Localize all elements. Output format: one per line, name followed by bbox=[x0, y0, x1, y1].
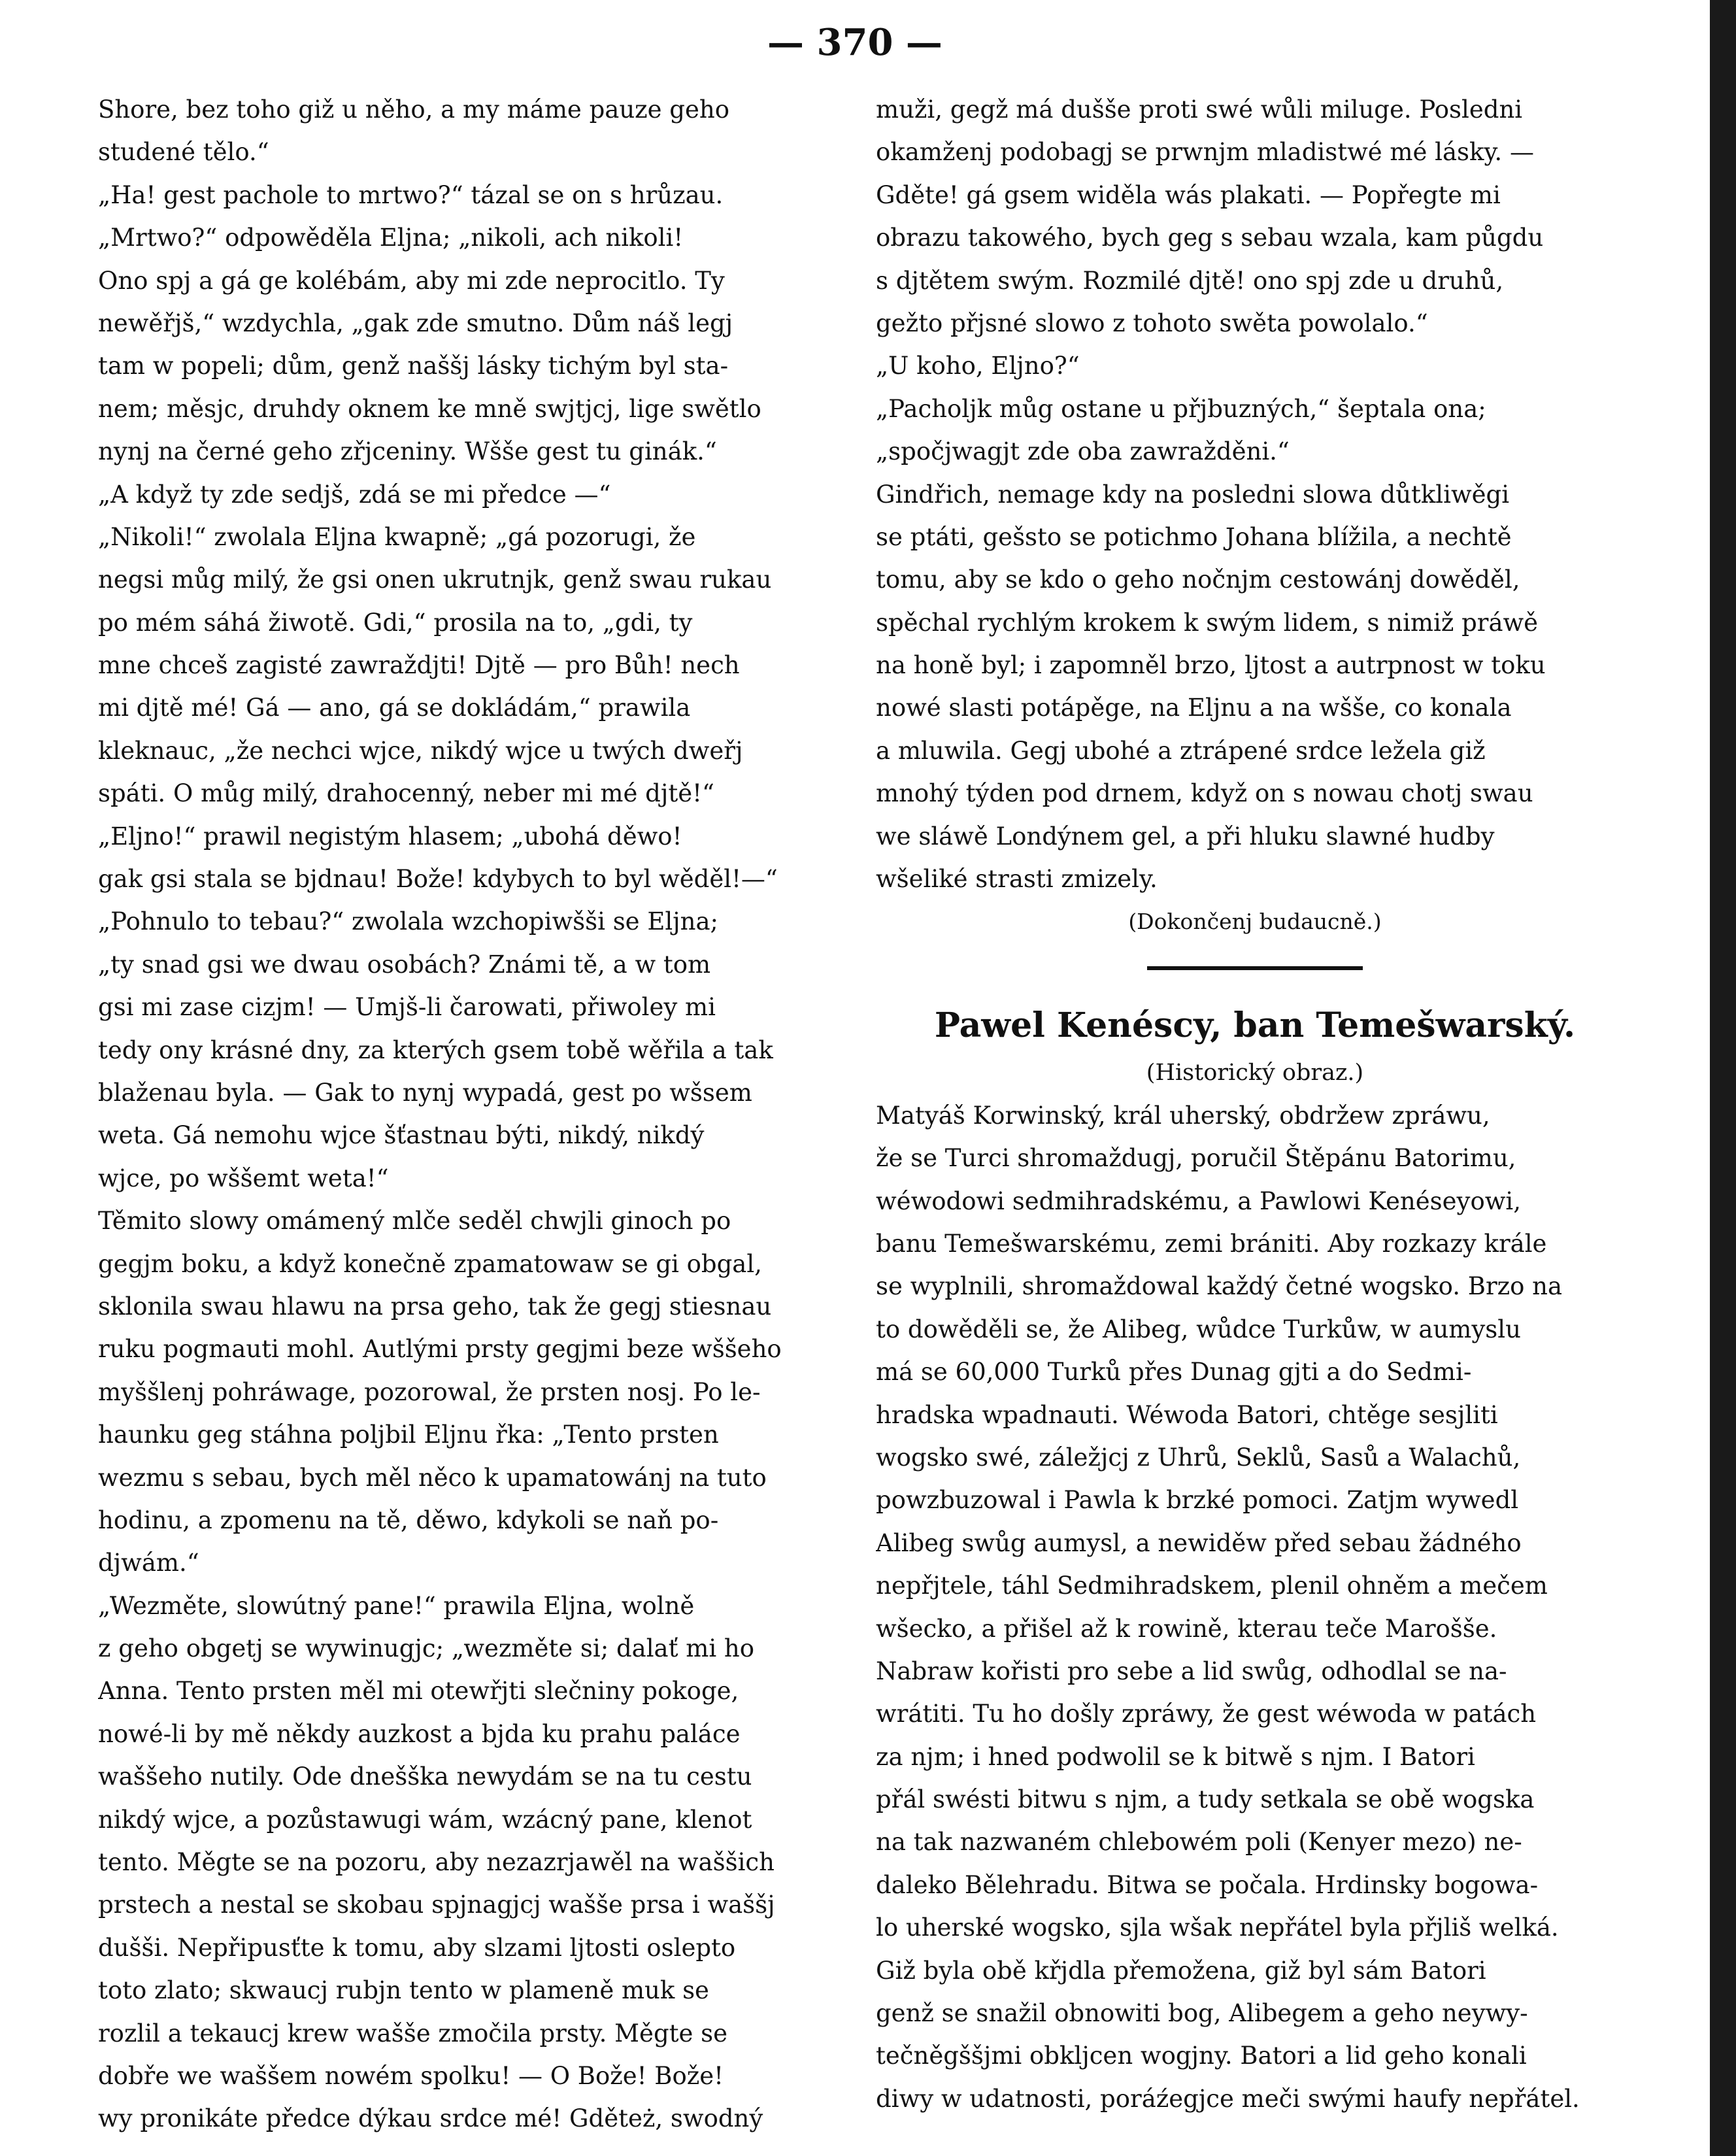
right-column bbox=[876, 88, 1634, 2120]
text-line: weta. Gá nemohu wjce šťastnau býti, nikdý, nikdý bbox=[98, 1121, 705, 1150]
article-subtitle: (Historický obraz.) bbox=[1146, 1059, 1364, 1086]
text-line: Gindřich, nemage kdy na posledni slowa důtkliwěgi bbox=[876, 480, 1510, 509]
text-line: „Ha! gest pachole to mrtwo?“ tázal se on s hrůzau. bbox=[98, 180, 724, 209]
article-body bbox=[876, 1094, 1634, 2120]
text-line: gegjm boku, a když konečně zpamatowaw se gi obgal, bbox=[98, 1249, 762, 1278]
text-line: nowé-li by mě někdy auzkost a bjda ku prahu paláce bbox=[98, 1719, 741, 1748]
text-line: „Pacholjk můg ostane u přjbuzných,“ šeptala ona; bbox=[876, 394, 1486, 423]
text-line: we sláwě Londýnem gel, a při hluku slawné hudby bbox=[876, 822, 1495, 851]
text-line: po mém sáhá žiwotě. Gdi,“ prosila na to, „gdi, ty bbox=[98, 608, 693, 637]
text-line: to dowěděli se, že Alibeg, wůdce Turkůw, w aumyslu bbox=[876, 1315, 1521, 1343]
text-line: newěřjš,“ wzdychla, „gak zde smutno. Dům náš legj bbox=[98, 309, 733, 337]
text-line: hodinu, a zpomenu na tě, děwo, kdykoli se naň po- bbox=[98, 1506, 719, 1534]
text-line: „U koho, Eljno?“ bbox=[876, 352, 1080, 380]
text-line: Anna. Tento prsten měl mi otewřjti slečniny pokoge, bbox=[98, 1677, 739, 1706]
text-line: nynj na černé geho zřjceniny. Wšše gest tu ginák.“ bbox=[98, 437, 717, 466]
section-divider bbox=[1147, 966, 1363, 970]
text-line: tento. Měgte se na pozoru, aby nezazrjawěl na waššich bbox=[98, 1848, 775, 1877]
text-line: wy pronikáte předce dýkau srdce mé! Gděteż, swodný bbox=[98, 2104, 763, 2133]
text-line: wšeliké strasti zmizely. bbox=[876, 865, 1158, 894]
text-line: Ono spj a gá ge kolébám, aby mi zde neprocitlo. Ty bbox=[98, 266, 725, 295]
text-line: sklonila swau hlawu na prsa geho, tak že gegj stiesnau bbox=[98, 1292, 772, 1321]
text-line: „Nikoli!“ zwolala Eljna kwapně; „gá pozorugi, že bbox=[98, 522, 696, 551]
text-line: powzbuzowal i Pawla k brzké pomoci. Zatjm wywedl bbox=[876, 1486, 1519, 1515]
text-line: myššlenj pohráwage, pozorowal, že prsten nosj. Po le- bbox=[98, 1377, 761, 1406]
text-line: „Mrtwo?“ odpowěděla Eljna; „nikoli, ach nikoli! bbox=[98, 224, 684, 252]
text-line: Giž byla obě křjdla přemožena, giž byl sám Batori bbox=[876, 1956, 1486, 1985]
text-line: nowé slasti potápěge, na Eljnu a na wšše, co konala bbox=[876, 694, 1512, 722]
text-line: wjce, po wššemt weta!“ bbox=[98, 1164, 389, 1192]
text-line: gežto přjsné slowo z tohoto swěta powolalo.“ bbox=[876, 309, 1428, 337]
text-line: že se Turci shromaždugj, poručil Štěpánu Batorimu, bbox=[876, 1144, 1516, 1173]
text-line: mnohý týden pod drnem, když on s nowau chotj swau bbox=[876, 779, 1533, 808]
text-line: „Pohnulo to tebau?“ zwolala wzchopiwšši se Eljna; bbox=[98, 907, 719, 936]
text-line: Gděte! gá gsem widěla wás plakati. — Popřegte mi bbox=[876, 180, 1501, 209]
text-line: dušši. Nepřipusťte k tomu, aby slzami ljtosti oslepto bbox=[98, 1933, 736, 1962]
text-line: nikdý wjce, a pozůstawugi wám, wzácný pane, klenot bbox=[98, 1805, 752, 1834]
page-number: — 370 — bbox=[767, 21, 943, 64]
text-line: na tak nazwaném chlebowém poli (Kenyer mezo) ne- bbox=[876, 1828, 1522, 1857]
text-line: Matyáš Korwinský, král uherský, obdržew zpráwu, bbox=[876, 1101, 1490, 1130]
text-line: hradska wpadnauti. Wéwoda Batori, chtěge sesjliti bbox=[876, 1400, 1498, 1429]
text-line: se wyplnili, shromaždowal každý četné wogsko. Brzo na bbox=[876, 1272, 1563, 1301]
text-line: daleko Bělehradu. Bitwa se počala. Hrdinsky bogowa- bbox=[876, 1870, 1539, 1899]
text-line: wezmu s sebau, bych měl něco k upamatowánj na tuto bbox=[98, 1463, 767, 1492]
continuation-note: (Dokončenj budaucně.) bbox=[1128, 909, 1382, 935]
text-line: „A když ty zde sedjš, zdá se mi předce —“ bbox=[98, 480, 611, 509]
text-line: spěchal rychlým krokem k swým lidem, s nimiž práwě bbox=[876, 608, 1539, 637]
text-line: haunku geg stáhna poljbil Eljnu řka: „Tento prsten bbox=[98, 1421, 719, 1449]
text-line: studené tělo.“ bbox=[98, 138, 269, 167]
left-column bbox=[98, 88, 856, 2140]
text-line: tam w popeli; dům, genž naššj lásky tichým byl sta- bbox=[98, 352, 729, 380]
text-line: lo uherské wogsko, sjla wšak nepřátel byla přjliš welká. bbox=[876, 1913, 1559, 1942]
text-line: kleknauc, „že nechci wjce, nikdý wjce u twých dweřj bbox=[98, 736, 743, 765]
text-line: má se 60,000 Turků přes Dunag gjti a do Sedmi- bbox=[876, 1358, 1472, 1387]
text-line: se ptáti, gešsto se potichmo Johana blížila, a nechtě bbox=[876, 522, 1512, 551]
text-line: gak gsi stala se bjdnau! Bože! kdybych to byl wěděl!—“ bbox=[98, 865, 778, 894]
text-line: „spočjwagjt zde oba zawražděni.“ bbox=[876, 437, 1290, 466]
text-line: wogsko swé, záležjcj z Uhrů, Seklů, Sasů a Walachů, bbox=[876, 1443, 1521, 1472]
text-line: nepřjtele, táhl Sedmihradskem, plenil ohněm a mečem bbox=[876, 1572, 1548, 1600]
text-line: banu Temešwarskému, zemi brániti. Aby rozkazy krále bbox=[876, 1229, 1547, 1258]
text-line: „Wezměte, slowútný pane!“ prawila Eljna, wolně bbox=[98, 1591, 695, 1620]
text-line: nem; měsjc, druhdy oknem ke mně swjtjcj, lige swětlo bbox=[98, 394, 761, 423]
text-line: Nabraw kořisti pro sebe a lid swůg, odhodlal se na- bbox=[876, 1657, 1507, 1685]
text-line: „ty snad gsi we dwau osobách? Známi tě, a w tom bbox=[98, 950, 711, 979]
text-line: Alibeg swůg aumysl, a newiděw před sebau žádného bbox=[876, 1528, 1522, 1557]
text-line: z geho obgetj se wywinugjc; „wezměte si; dalať mi ho bbox=[98, 1634, 755, 1663]
text-line: toto zlato; skwaucj rubjn tento w plameně muk se bbox=[98, 1976, 709, 2005]
text-line: tedy ony krásné dny, za kterých gsem tobě wěřila a tak bbox=[98, 1036, 773, 1064]
text-line: mi djtě mé! Gá — ano, gá se dokládám,“ prawila bbox=[98, 694, 691, 722]
text-line: a mluwila. Gegj ubohé a ztrápené srdce ležela giž bbox=[876, 736, 1486, 765]
story-ending bbox=[876, 88, 1634, 900]
text-line: za njm; i hned podwolil se k bitwě s njm. I Batori bbox=[876, 1742, 1475, 1771]
text-line: Těmito slowy omámený mlče seděl chwjli ginoch po bbox=[98, 1207, 731, 1236]
text-line: waššeho nutily. Ode dnešška newydám se na tu cestu bbox=[98, 1762, 752, 1791]
text-line: diwy w udatnosti, poráźegjce meči swými haufy nepřátel. bbox=[876, 2084, 1580, 2113]
text-line: mne chceš zagisté zawraždjti! Djtě — pro Bůh! nech bbox=[98, 651, 740, 680]
text-line: spáti. O můg milý, drahocenný, neber mi mé djtě!“ bbox=[98, 779, 714, 808]
text-line: djwám.“ bbox=[98, 1549, 199, 1577]
text-line: okamženj podobagj se prwnjm mladistwé mé lásky. — bbox=[876, 138, 1534, 167]
text-line: obrazu takowého, bych geg s sebau wzala, kam půgdu bbox=[876, 224, 1544, 252]
text-line: přál swésti bitwu s njm, a tudy setkala se obě wogska bbox=[876, 1785, 1535, 1814]
text-line: ruku pogmauti mohl. Autlými prsty gegjmi beze wššeho bbox=[98, 1335, 782, 1364]
text-line: muži, gegž má dušše proti swé wůli miluge. Posledni bbox=[876, 95, 1523, 124]
text-line: s djtětem swým. Rozmilé djtě! ono spj zde u druhů, bbox=[876, 266, 1504, 295]
text-line: rozlil a tekaucj krew wašše zmočila prsty. Měgte se bbox=[98, 2019, 728, 2047]
text-line: na honě byl; i zapomněl brzo, ljtost a autrpnost w toku bbox=[876, 651, 1546, 680]
article-title: Pawel Kenéscy, ban Temešwarský. bbox=[934, 1005, 1576, 1045]
scan-edge-shadow bbox=[1710, 0, 1736, 2156]
text-line: wéwodowi sedmihradskému, a Pawlowi Kenéseyowi, bbox=[876, 1187, 1521, 1215]
text-line: Shore, bez toho giž u něho, a my máme pauze geho bbox=[98, 95, 729, 124]
text-line: dobře we waššem nowém spolku! — O Bože! Bože! bbox=[98, 2061, 724, 2090]
text-line: gsi mi zase cizjm! — Umjš-li čarowati, přiwoley mi bbox=[98, 993, 716, 1022]
text-line: „Eljno!“ prawil negistým hlasem; „ubohá děwo! bbox=[98, 822, 682, 851]
text-line: genž se snažil obnowiti bog, Alibegem a geho neywy- bbox=[876, 1999, 1528, 2028]
text-line: prstech a nestal se skobau spjnagjcj wašše prsa i waššj bbox=[98, 1891, 775, 1919]
text-line: negsi můg milý, že gsi onen ukrutnjk, genž swau rukau bbox=[98, 565, 772, 594]
text-line: tomu, aby se kdo o geho nočnjm cestowánj dowěděl, bbox=[876, 565, 1520, 594]
text-line: wrátiti. Tu ho došly zpráwy, že gest wéwoda w patách bbox=[876, 1700, 1537, 1728]
text-line: blaženau byla. — Gak to nynj wypadá, gest po wšsem bbox=[98, 1078, 752, 1107]
text-line: wšecko, a přišel až k rowině, kterau teče Marošše. bbox=[876, 1614, 1497, 1643]
text-line: tečněgššjmi obkljcen wogjny. Batori a lid geho konali bbox=[876, 2042, 1527, 2070]
